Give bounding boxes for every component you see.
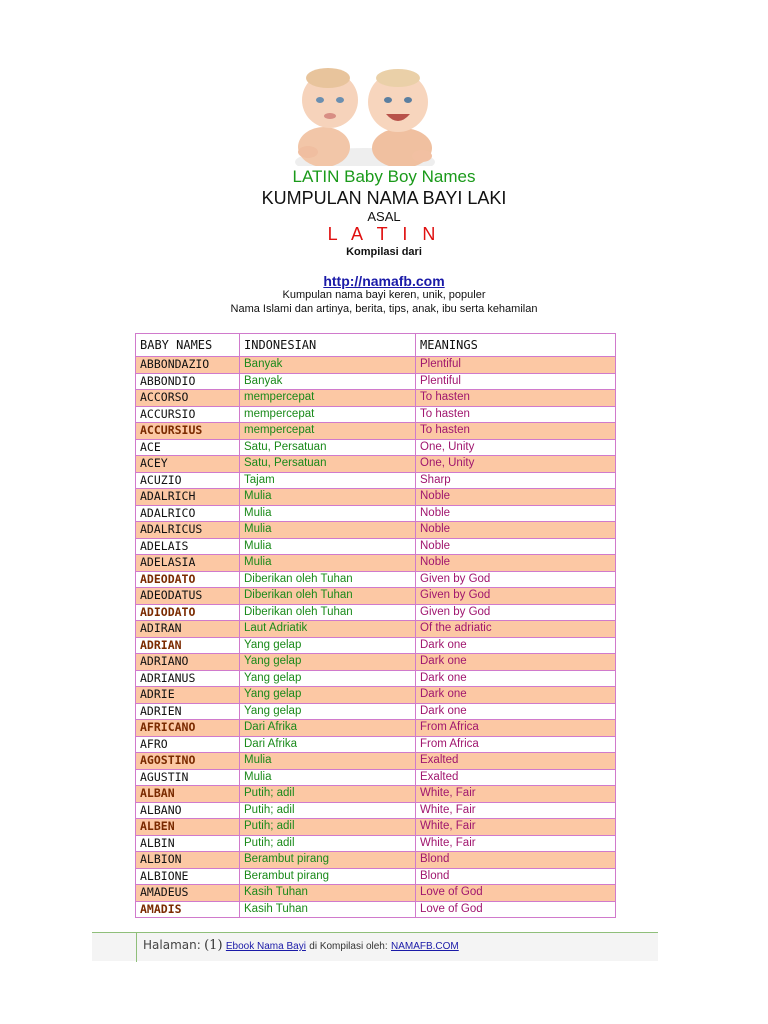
footer-site-link[interactable]: NAMAFB.COM [390,941,459,952]
meaning-cell: Dark one [416,687,616,704]
baby-name-cell: ALBEN [136,819,240,836]
header-baby-names: BABY NAMES [136,334,240,357]
indonesian-cell: Yang gelap [240,637,416,654]
baby-name-cell: ACCURSIUS [136,423,240,440]
table-row [136,390,616,407]
meaning-cell: Sharp [416,472,616,489]
table-row [136,885,616,902]
page-footer [143,938,459,953]
table-row [136,456,616,473]
indonesian-cell: Diberikan oleh Tuhan [240,604,416,621]
table-row [136,555,616,572]
indonesian-cell: Berambut pirang [240,852,416,869]
footer-compiled-by: di Kompilasi oleh: [309,941,388,952]
meaning-cell: Noble [416,489,616,506]
baby-name-cell: ACCURSIO [136,406,240,423]
description-line-2: Nama Islami dan artinya, berita, tips, anak, ibu serta kehamilan [230,303,538,315]
baby-name-cell: ADELASIA [136,555,240,572]
meaning-cell: Exalted [416,769,616,786]
table-row [136,868,616,885]
indonesian-cell: Yang gelap [240,703,416,720]
indonesian-cell: Satu, Persatuan [240,456,416,473]
footer-ebook-link[interactable]: Ebook Nama Bayi [225,941,306,952]
table-row [136,373,616,390]
footer-vertical-rule [136,932,137,962]
babies-photo [294,62,436,166]
kompilasi-label: Kompilasi dari [346,246,422,258]
indonesian-cell: Dari Afrika [240,720,416,737]
footer-divider [92,932,658,933]
meaning-cell: To hasten [416,390,616,407]
meaning-cell: White, Fair [416,786,616,803]
baby-name-cell: ACEY [136,456,240,473]
indonesian-cell: Yang gelap [240,687,416,704]
meaning-cell: Love of God [416,885,616,902]
table-row [136,769,616,786]
indonesian-cell: Mulia [240,753,416,770]
baby-name-cell: ALBANO [136,802,240,819]
meaning-cell: Noble [416,522,616,539]
table-row [136,538,616,555]
baby-name-cell: ACUZIO [136,472,240,489]
footer-page-number: (1) [204,938,223,953]
baby-name-cell: ADEODATUS [136,588,240,605]
title-kumpulan: KUMPULAN NAMA BAYI LAKI [261,188,507,208]
indonesian-cell: mempercepat [240,423,416,440]
table-row [136,901,616,918]
indonesian-cell: mempercepat [240,406,416,423]
header-meanings: MEANINGS [416,334,616,357]
indonesian-cell: Mulia [240,769,416,786]
table-row [136,637,616,654]
indonesian-cell: Diberikan oleh Tuhan [240,571,416,588]
table-row [136,522,616,539]
meaning-cell: Dark one [416,703,616,720]
baby-name-cell: AMADEUS [136,885,240,902]
indonesian-cell: Diberikan oleh Tuhan [240,588,416,605]
meaning-cell: White, Fair [416,802,616,819]
meaning-cell: One, Unity [416,456,616,473]
table-row [136,802,616,819]
baby-name-cell: ADALRICO [136,505,240,522]
indonesian-cell: Yang gelap [240,654,416,671]
baby-name-cell: ABBONDIO [136,373,240,390]
baby-name-cell: ADELAIS [136,538,240,555]
baby-name-cell: ABBONDAZIO [136,357,240,374]
indonesian-cell: Banyak [240,357,416,374]
meaning-cell: Given by God [416,604,616,621]
meaning-cell: Noble [416,538,616,555]
meaning-cell: White, Fair [416,819,616,836]
indonesian-cell: Kasih Tuhan [240,885,416,902]
meaning-cell: Love of God [416,901,616,918]
table-row [136,835,616,852]
table-row [136,687,616,704]
baby-name-cell: ADRIAN [136,637,240,654]
indonesian-cell: Laut Adriatik [240,621,416,638]
meaning-cell: Plentiful [416,373,616,390]
table-row [136,505,616,522]
table-row [136,753,616,770]
indonesian-cell: Tajam [240,472,416,489]
baby-name-cell: AFRICANO [136,720,240,737]
indonesian-cell: Putih; adil [240,786,416,803]
indonesian-cell: Banyak [240,373,416,390]
table-row [136,571,616,588]
meaning-cell: Given by God [416,571,616,588]
indonesian-cell: Kasih Tuhan [240,901,416,918]
baby-name-cell: ADRIANO [136,654,240,671]
baby-name-cell: ALBIONE [136,868,240,885]
indonesian-cell: Mulia [240,538,416,555]
subtitle-latin: L A T I N [327,224,441,244]
baby-name-cell: ACE [136,439,240,456]
baby-name-cell: ADALRICH [136,489,240,506]
table-row [136,604,616,621]
table-row [136,703,616,720]
indonesian-cell: Putih; adil [240,835,416,852]
meaning-cell: Dark one [416,670,616,687]
meaning-cell: Of the adriatic [416,621,616,638]
meaning-cell: Dark one [416,654,616,671]
table-row [136,670,616,687]
meaning-cell: Exalted [416,753,616,770]
baby-name-cell: AGUSTIN [136,769,240,786]
baby-name-cell: ALBAN [136,786,240,803]
baby-name-cell: ADRIEN [136,703,240,720]
meaning-cell: From Africa [416,720,616,737]
baby-name-cell: ADIRAN [136,621,240,638]
baby-name-cell: ADRIANUS [136,670,240,687]
meaning-cell: From Africa [416,736,616,753]
table-row [136,406,616,423]
site-url-link[interactable]: http://namafb.com [323,273,445,289]
footer-halaman-label: Halaman: [143,938,201,952]
table-row [136,489,616,506]
description-line-1: Kumpulan nama bayi keren, unik, populer [282,289,486,301]
table-row [136,852,616,869]
indonesian-cell: Dari Afrika [240,736,416,753]
baby-name-cell: AGOSTINO [136,753,240,770]
table-row [136,588,616,605]
indonesian-cell: Satu, Persatuan [240,439,416,456]
baby-name-cell: AMADIS [136,901,240,918]
baby-name-cell: ADIODATO [136,604,240,621]
meaning-cell: One, Unity [416,439,616,456]
subtitle-asal: ASAL [367,209,401,224]
indonesian-cell: Berambut pirang [240,868,416,885]
table-row [136,357,616,374]
indonesian-cell: Mulia [240,505,416,522]
table-body [136,357,616,918]
table-row [136,736,616,753]
meaning-cell: Blond [416,868,616,885]
indonesian-cell: Putih; adil [240,819,416,836]
indonesian-cell: Mulia [240,522,416,539]
baby-name-cell: ALBIN [136,835,240,852]
baby-name-cell: ADRIE [136,687,240,704]
table-row [136,439,616,456]
baby-name-cell: ALBION [136,852,240,869]
title-latin-baby-boy-names: LATIN Baby Boy Names [292,167,476,186]
indonesian-cell: mempercepat [240,390,416,407]
indonesian-cell: Putih; adil [240,802,416,819]
table-row [136,819,616,836]
table-row [136,654,616,671]
meaning-cell: Noble [416,505,616,522]
meaning-cell: Given by God [416,588,616,605]
indonesian-cell: Yang gelap [240,670,416,687]
meaning-cell: White, Fair [416,835,616,852]
table-header-row [136,334,616,357]
meaning-cell: To hasten [416,423,616,440]
meaning-cell: To hasten [416,406,616,423]
meaning-cell: Noble [416,555,616,572]
baby-names-table [135,333,616,918]
indonesian-cell: Mulia [240,555,416,572]
baby-name-cell: ADALRICUS [136,522,240,539]
table-row [136,423,616,440]
table-row [136,786,616,803]
table-row [136,621,616,638]
header-indonesian: INDONESIAN [240,334,416,357]
table-row [136,472,616,489]
baby-name-cell: ADEODATO [136,571,240,588]
baby-name-cell: ACCORSO [136,390,240,407]
table-row [136,720,616,737]
baby-name-cell: AFRO [136,736,240,753]
meaning-cell: Plentiful [416,357,616,374]
indonesian-cell: Mulia [240,489,416,506]
meaning-cell: Blond [416,852,616,869]
meaning-cell: Dark one [416,637,616,654]
